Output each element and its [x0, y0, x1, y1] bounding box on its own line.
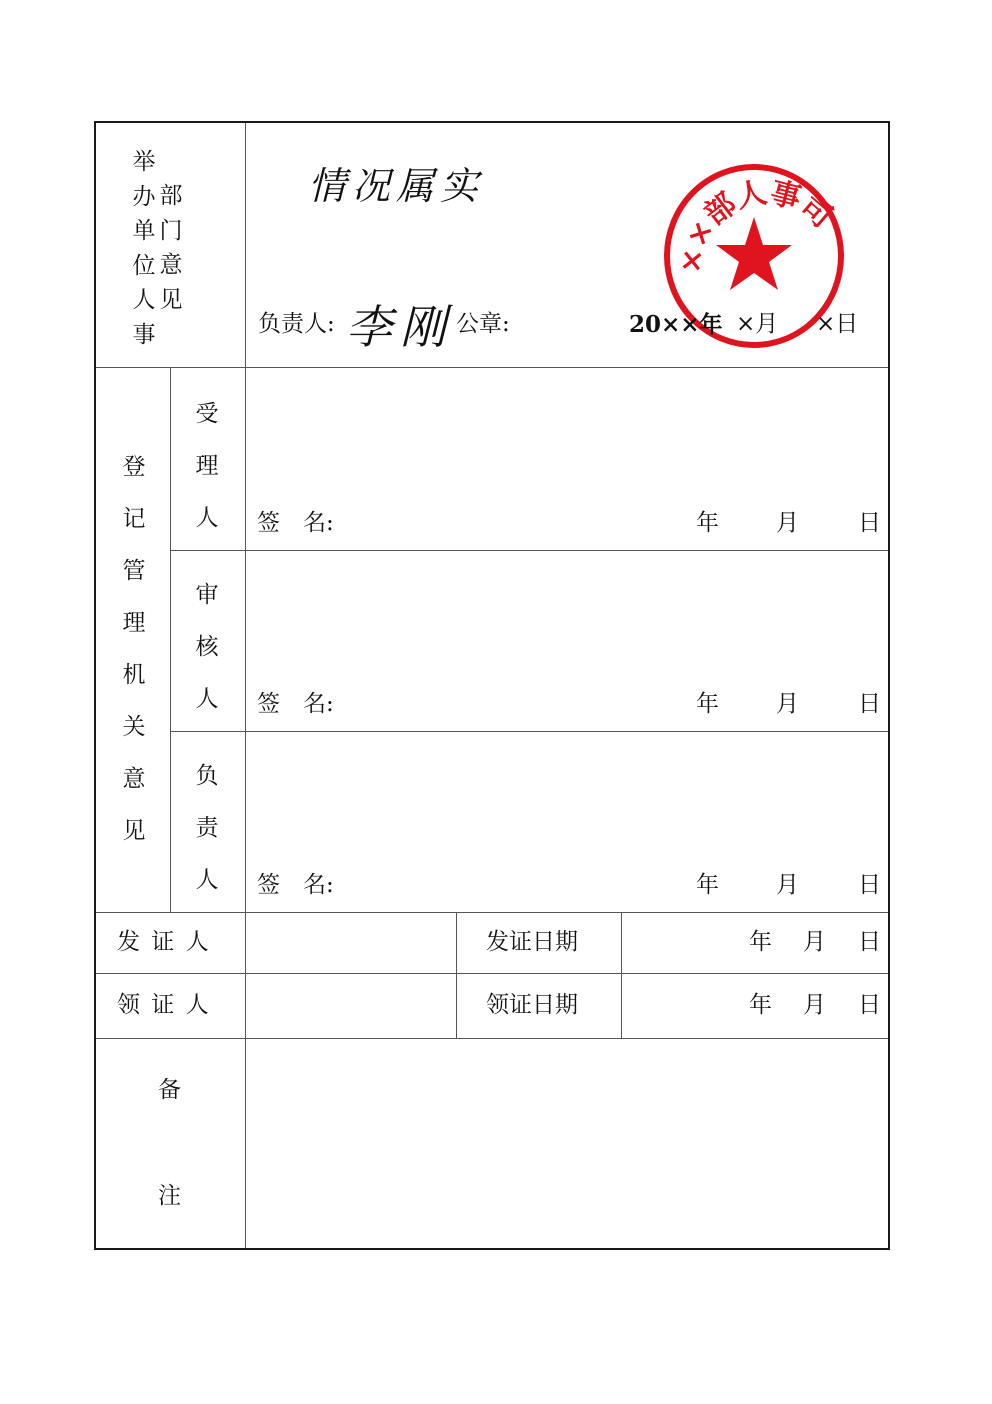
issue-date-year: 年: [749, 929, 772, 955]
receive-date-day: 日: [858, 992, 881, 1018]
opinion-date-day: ×日: [816, 311, 859, 337]
receiver-label: 领 证 人: [117, 992, 211, 1018]
responsible-date-month: 月: [776, 872, 799, 898]
role-label-responsible: 负 责 人: [195, 763, 219, 893]
receiver-date-month: 月: [776, 510, 799, 536]
issue-date-month: 月: [803, 929, 826, 955]
role-label-reviewer: 审 核 人: [195, 582, 219, 712]
divider-issue-date-label: [456, 912, 457, 1038]
issue-date-day: 日: [858, 929, 881, 955]
responsible-label: 负责人:: [258, 311, 335, 337]
divider-label-column: [245, 123, 246, 1248]
receive-date-label: 领证日期: [486, 992, 578, 1018]
divider-registration: [96, 912, 888, 913]
receiver-sign-label: 签 名:: [257, 510, 334, 536]
reviewer-date-day: 日: [858, 691, 881, 717]
receiver-date-day: 日: [858, 510, 881, 536]
divider-responsible: [170, 731, 888, 732]
reviewer-date-year: 年: [696, 691, 719, 717]
remarks-label-2: 注: [158, 1183, 181, 1209]
divider-issue-date-value: [621, 912, 622, 1038]
divider-issuer: [96, 973, 888, 974]
responsible-sign-label: 签 名:: [257, 872, 334, 898]
receive-date-month: 月: [803, 992, 826, 1018]
registration-form: [94, 121, 890, 1250]
responsible-date-year: 年: [696, 872, 719, 898]
receive-date-year: 年: [749, 992, 772, 1018]
divider-role-column: [170, 367, 171, 912]
reviewer-sign-label: 签 名:: [257, 691, 334, 717]
issue-date-label: 发证日期: [486, 929, 578, 955]
opinion-date-year: 20××年: [629, 311, 723, 338]
seal-label: 公章:: [456, 311, 510, 337]
seal-text: ××部人事司: [673, 175, 839, 276]
handwritten-signature: 李刚: [346, 300, 454, 354]
remarks-label-1: 备: [158, 1077, 181, 1103]
handwritten-opinion: 情况属实: [308, 164, 485, 208]
divider-reviewer: [170, 550, 888, 551]
registration-authority-label: 登 记 管 理 机 关 意 见: [122, 454, 146, 844]
opinion-date-month: ×月: [736, 311, 779, 337]
divider-dept-opinion: [96, 367, 888, 368]
responsible-date-day: 日: [858, 872, 881, 898]
receiver-date-year: 年: [696, 510, 719, 536]
issuer-label: 发 证 人: [117, 929, 211, 955]
reviewer-date-month: 月: [776, 691, 799, 717]
dept-opinion-label-col1: 举 办 单 位 人 事: [132, 149, 156, 348]
divider-receiver: [96, 1038, 888, 1039]
dept-opinion-label-col2: 部 门 意 见: [159, 183, 183, 313]
role-label-receiver: 受 理 人: [195, 401, 219, 531]
seal-star-icon: [716, 217, 792, 290]
